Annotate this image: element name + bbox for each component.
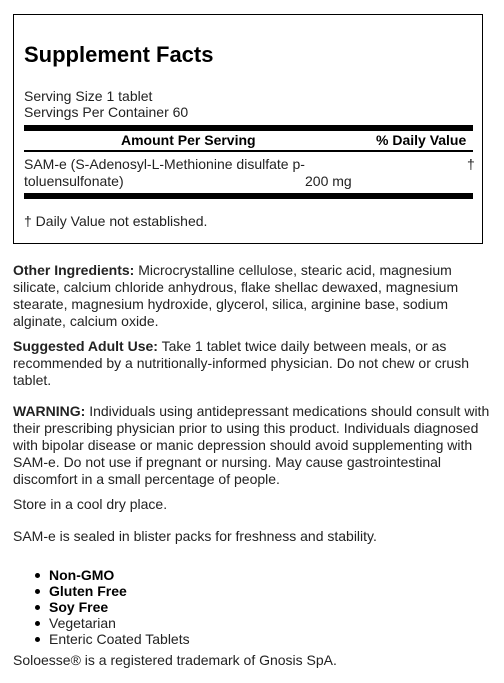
feature-item: Non-GMO [13, 567, 190, 583]
other-ingredients-label: Other Ingredients: [13, 262, 135, 278]
other-ingredients [13, 262, 491, 330]
warning-label: WARNING: [13, 403, 86, 419]
serving-size: Serving Size 1 tablet [24, 88, 153, 104]
suggested-use-text: Take 1 tablet twice daily between meals, or as recommended by a nutritionally-informed physician. Do not chew or crush tablet. [13, 338, 469, 388]
feature-item: Vegetarian [13, 615, 190, 631]
feature-item: Gluten Free [13, 583, 190, 599]
servings-per-container: Servings Per Container 60 [24, 104, 189, 120]
storage-note: Store in a cool dry place. [13, 496, 168, 512]
ingredient-name: SAM-e (S-Adenosyl-L-Methionine disulfate p-toluensulfonate) [24, 156, 305, 189]
ingredient-amount: 200 mg [305, 173, 352, 189]
daily-value-header: % Daily Value [376, 132, 467, 148]
packaging-note: SAM-e is sealed in blister packs for freshness and stability. [13, 528, 377, 544]
suggested-use-label: Suggested Adult Use: [13, 338, 158, 354]
feature-list [13, 567, 190, 647]
divider-thick-bottom [24, 193, 473, 199]
divider-thick [24, 125, 473, 131]
feature-item: Enteric Coated Tablets [13, 631, 190, 647]
warning [13, 403, 491, 488]
amount-per-serving-header: Amount Per Serving [121, 132, 256, 148]
suggested-use [13, 338, 491, 389]
warning-text: Individuals using antidepressant medications should consult with their prescribing physician prior to using this product. Individuals diagnosed with bipolar disease or manic depression should avoid supplementing with SAM-e. Do not use if pregnant or nursing. May cause gastrointestinal discomfort in a small percentage of people. [13, 403, 490, 487]
daily-value-footnote: † Daily Value not established. [24, 213, 208, 229]
supplement-facts-panel [13, 14, 483, 244]
other-ingredients-text: Microcrystalline cellulose, stearic acid, magnesium silicate, calcium chloride anhydrous, flake shellac dewaxed, magnesium stearate, magnesium hydroxide, glycerol, silica, arginine base, sodium alginate, calcium oxide. [13, 262, 459, 329]
trademark-note: Soloesse® is a registered trademark of Gnosis SpA. [13, 652, 337, 668]
supplement-facts-title: Supplement Facts [24, 42, 214, 67]
ingredient-daily-value: † [467, 156, 475, 172]
feature-item: Soy Free [13, 599, 190, 615]
divider-thin [24, 150, 473, 152]
